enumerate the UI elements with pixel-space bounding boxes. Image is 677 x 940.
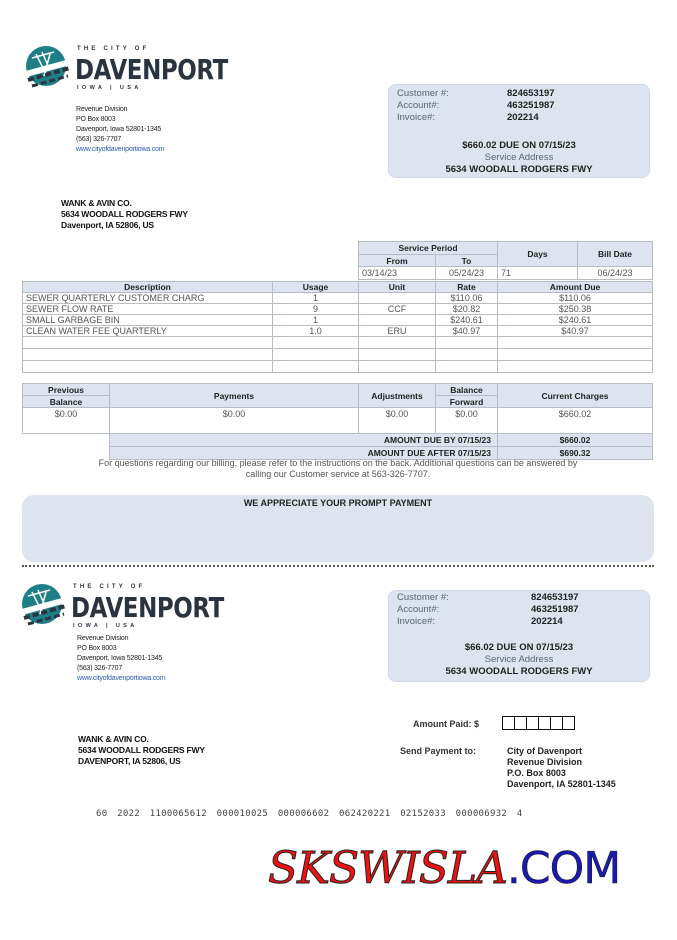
invoice-number-label: Invoice#: — [397, 112, 436, 123]
balance-forward-header-1: Balance — [436, 384, 498, 396]
account-number: 463251987 — [507, 100, 555, 111]
stub-customer-street: 5634 WOODALL RODGERS FWY — [78, 745, 205, 755]
issuer-division: Revenue Division — [76, 106, 128, 113]
stub-bridge-logo-icon — [20, 582, 68, 630]
service-period-header: Service Period — [359, 242, 498, 255]
amount-due-after-value: $690.32 — [498, 447, 653, 460]
row-usage: 1 — [273, 293, 359, 304]
row-rate: $20.82 — [436, 304, 498, 315]
stub-logo-iowa-usa: IOWA | USA — [73, 623, 138, 629]
row-rate: $110.06 — [436, 293, 498, 304]
customer-name: WANK & AVIN CO. — [61, 198, 132, 208]
stub-invoice-number-label: Invoice#: — [397, 616, 436, 627]
bill-date-header: Bill Date — [578, 242, 653, 267]
stub-logo-city-of: THE CITY OF — [73, 584, 146, 590]
row-usage: 1.0 — [273, 326, 359, 337]
customer-street: 5634 WOODALL RODGERS FWY — [61, 209, 188, 219]
row-unit: ERU — [359, 326, 436, 337]
days-header: Days — [498, 242, 578, 267]
empty-row — [23, 349, 653, 361]
previous-balance-header-2: Balance — [23, 396, 110, 408]
table-row — [23, 326, 653, 337]
adjustments-header: Adjustments — [359, 384, 436, 408]
stub-issuer-website-link[interactable]: www.cityofdavenportiowa.com — [77, 675, 166, 682]
ocr-scan-line: 60 2022 1100065612 000010025 000006602 062420221 02152033 000006932 4 — [96, 809, 523, 819]
row-amount: $40.97 — [498, 326, 653, 337]
remit-address — [507, 746, 616, 790]
row-description: CLEAN WATER FEE QUARTERLY — [23, 326, 273, 337]
customer-number: 824653197 — [507, 88, 555, 99]
tear-off-line — [22, 565, 654, 567]
bill-date-value: 06/24/23 — [578, 267, 653, 280]
watermark — [268, 843, 620, 894]
amount-paid-input[interactable] — [502, 716, 574, 730]
previous-balance-header-1: Previous — [23, 384, 110, 396]
stub-customer-address — [78, 734, 205, 767]
row-unit — [359, 293, 436, 304]
customer-city: Davenport, IA 52806, US — [61, 220, 154, 230]
stub-issuer-po-box: PO Box 8003 — [77, 645, 117, 652]
current-charges-header: Current Charges — [498, 384, 653, 408]
stub-customer-number: 824653197 — [531, 592, 579, 603]
amount-due-after-label: AMOUNT DUE AFTER 07/15/23 — [110, 447, 498, 460]
stub-account-info-box — [388, 590, 650, 682]
adjustments-value: $0.00 — [359, 408, 436, 434]
empty-row — [23, 361, 653, 373]
remit-line-4: Davenport, IA 52801-1345 — [507, 779, 616, 789]
stub-issuer-phone: (563) 326-7707 — [77, 665, 123, 672]
unit-header: Unit — [359, 282, 436, 293]
stub-customer-name: WANK & AVIN CO. — [78, 734, 149, 744]
stub-issuer-address — [77, 634, 165, 684]
empty-row — [23, 337, 653, 349]
account-info-box — [388, 84, 650, 178]
current-charges-value: $660.02 — [498, 408, 653, 434]
row-description: SEWER FLOW RATE — [23, 304, 273, 315]
previous-balance-value: $0.00 — [23, 408, 110, 434]
customer-address — [61, 198, 188, 231]
account-number-label: Account#: — [397, 100, 440, 111]
customer-number-label: Customer #: — [397, 88, 449, 99]
issuer-address — [76, 105, 164, 155]
stub-account-number-label: Account#: — [397, 604, 440, 615]
logo-davenport: DAVENPORT — [75, 53, 228, 86]
amount-due-header: Amount Due — [498, 282, 653, 293]
charges-table — [22, 281, 653, 373]
watermark-part-2: .COM — [506, 843, 621, 894]
stub-invoice-number: 202214 — [531, 616, 563, 627]
stub-amount-due-line: $66.02 DUE ON 07/15/23 — [464, 642, 574, 653]
appreciation-text: WE APPRECIATE YOUR PROMPT PAYMENT — [243, 498, 433, 508]
period-from: 03/14/23 — [359, 267, 436, 280]
note-line-2: calling our Customer service at 563-326-7707. — [245, 469, 431, 479]
rate-header: Rate — [436, 282, 498, 293]
issuer-po-box: PO Box 8003 — [76, 116, 116, 123]
service-address-label: Service Address — [484, 152, 554, 163]
row-amount: $240.61 — [498, 315, 653, 326]
amount-due-line: $660.02 DUE ON 07/15/23 — [462, 140, 576, 151]
service-period-table — [358, 241, 653, 280]
to-header: To — [436, 255, 498, 267]
table-row — [23, 315, 653, 326]
issuer-website-link[interactable]: www.cityofdavenportiowa.com — [76, 146, 165, 153]
row-rate: $40.97 — [436, 326, 498, 337]
appreciation-banner — [22, 495, 654, 562]
amount-due-by-value: $660.02 — [498, 434, 653, 447]
table-row — [23, 293, 653, 304]
period-to: 05/24/23 — [436, 267, 498, 280]
stub-issuer-city: Davenport, Iowa 52801-1345 — [77, 655, 163, 662]
balance-forward-header-2: Forward — [436, 396, 498, 408]
row-unit: CCF — [359, 304, 436, 315]
days-value: 71 — [498, 267, 578, 280]
stub-service-address-label: Service Address — [484, 654, 554, 665]
issuer-city: Davenport, Iowa 52801-1345 — [76, 126, 162, 133]
stub-service-address: 5634 WOODALL RODGERS FWY — [445, 666, 593, 677]
amount-paid-label: Amount Paid: $ — [413, 719, 480, 729]
digit-box[interactable] — [562, 716, 575, 730]
summary-table — [22, 383, 653, 460]
row-description: SMALL GARBAGE BIN — [23, 315, 273, 326]
payments-header: Payments — [110, 384, 359, 408]
row-usage: 1 — [273, 315, 359, 326]
amount-due-by-label: AMOUNT DUE BY 07/15/23 — [110, 434, 498, 447]
remit-line-1: City of Davenport — [507, 746, 583, 756]
row-amount: $250.38 — [498, 304, 653, 315]
invoice-number: 202214 — [507, 112, 539, 123]
issuer-phone: (563) 326-7707 — [76, 136, 122, 143]
bridge-logo-icon — [24, 44, 72, 92]
row-unit — [359, 315, 436, 326]
note-line-1: For questions regarding our billing, please refer to the instructions on the back. Additional questions can be answered by — [98, 458, 578, 468]
payments-value: $0.00 — [110, 408, 359, 434]
watermark-part-1: SKSWISLA — [268, 843, 507, 894]
city-logo — [24, 44, 228, 94]
logo-city-of: THE CITY OF — [77, 46, 150, 52]
table-row — [23, 304, 653, 315]
row-rate: $240.61 — [436, 315, 498, 326]
balance-forward-value: $0.00 — [436, 408, 498, 434]
service-address: 5634 WOODALL RODGERS FWY — [445, 164, 593, 175]
remit-line-2: Revenue Division — [507, 757, 583, 767]
stub-logo-davenport: DAVENPORT — [71, 591, 224, 624]
stub-city-logo — [20, 582, 224, 632]
stub-account-number: 463251987 — [531, 604, 579, 615]
row-description: SEWER QUARTERLY CUSTOMER CHARG — [23, 293, 273, 304]
billing-questions-note — [22, 458, 654, 480]
send-payment-label: Send Payment to: — [400, 746, 477, 756]
row-usage: 9 — [273, 304, 359, 315]
usage-header: Usage — [273, 282, 359, 293]
stub-issuer-division: Revenue Division — [77, 635, 129, 642]
stub-customer-city: DAVENPORT, IA 52806, US — [78, 756, 181, 766]
description-header: Description — [23, 282, 273, 293]
logo-iowa-usa: IOWA | USA — [77, 85, 142, 91]
row-amount: $110.06 — [498, 293, 653, 304]
stub-customer-number-label: Customer #: — [397, 592, 449, 603]
from-header: From — [359, 255, 436, 267]
remit-line-3: P.O. Box 8003 — [507, 768, 566, 778]
